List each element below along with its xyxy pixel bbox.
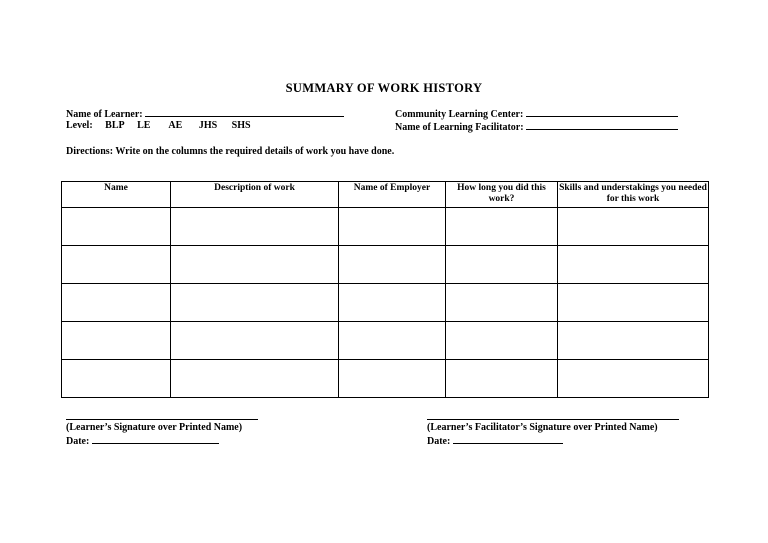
table-header-row [62,182,709,208]
table-cell[interactable] [171,208,339,246]
name-of-learner-label: Name of Learner: [66,109,143,120]
level-option-blp[interactable]: BLP [105,120,125,131]
community-learning-center-label: Community Learning Center: [395,109,524,120]
level-row [66,120,261,131]
table-cell[interactable] [558,208,709,246]
learner-date-line[interactable] [92,434,219,444]
table-row [62,360,709,398]
directions: Directions: Write on the columns the required details of work you have done. [66,146,395,157]
facilitator-name-line[interactable] [526,120,678,130]
table-cell[interactable] [171,284,339,322]
facilitator-name-label: Name of Learning Facilitator: [395,122,524,133]
table-cell[interactable] [446,360,558,398]
facilitator-date-label: Date: [427,436,451,447]
table-cell[interactable] [171,360,339,398]
table-cell[interactable] [62,208,171,246]
work-history-table [61,181,709,398]
document-title: SUMMARY OF WORK HISTORY [285,81,483,95]
table-cell[interactable] [339,360,446,398]
facilitator-signature-caption: (Learner’s Facilitator’s Signature over Printed Name) [427,422,658,433]
community-learning-center-field[interactable] [395,107,678,120]
level-option-le[interactable]: LE [137,120,151,131]
name-of-learner-field[interactable] [66,107,344,120]
facilitator-date-line[interactable] [453,434,563,444]
table-row [62,322,709,360]
header-description-of-work: Description of work [171,182,339,208]
header-duration: How long you did this work? [446,182,558,208]
table-row [62,246,709,284]
learner-signature-caption: (Learner’s Signature over Printed Name) [66,422,243,433]
level-label: Level: [66,120,93,131]
header-name-of-employer: Name of Employer [339,182,446,208]
table-cell[interactable] [171,322,339,360]
learner-date-label: Date: [66,436,90,447]
level-option-shs[interactable]: SHS [231,120,251,131]
table-cell[interactable] [446,208,558,246]
table-cell[interactable] [339,246,446,284]
facilitator-date-field[interactable] [427,434,563,447]
name-of-learner-line[interactable] [145,107,344,117]
table-row [62,284,709,322]
table-cell[interactable] [558,322,709,360]
table-cell[interactable] [62,322,171,360]
table-cell[interactable] [446,246,558,284]
facilitator-name-field[interactable] [395,120,678,133]
learner-date-field[interactable] [66,434,219,447]
table-cell[interactable] [446,284,558,322]
table-cell[interactable] [62,246,171,284]
table-cell[interactable] [558,360,709,398]
community-learning-center-line[interactable] [526,107,678,117]
table-cell[interactable] [62,360,171,398]
level-option-ae[interactable]: AE [168,120,183,131]
table-cell[interactable] [339,284,446,322]
level-option-jhs[interactable]: JHS [198,120,218,131]
table-row [62,208,709,246]
facilitator-signature-line[interactable] [427,419,679,420]
header-name: Name [62,182,171,208]
learner-signature-line[interactable] [66,419,258,420]
header-skills: Skills and understakings you needed for this work [558,182,709,208]
table-cell[interactable] [446,322,558,360]
table-cell[interactable] [339,322,446,360]
table-cell[interactable] [339,208,446,246]
table-cell[interactable] [558,284,709,322]
table-cell[interactable] [171,246,339,284]
table-cell[interactable] [558,246,709,284]
table-cell[interactable] [62,284,171,322]
